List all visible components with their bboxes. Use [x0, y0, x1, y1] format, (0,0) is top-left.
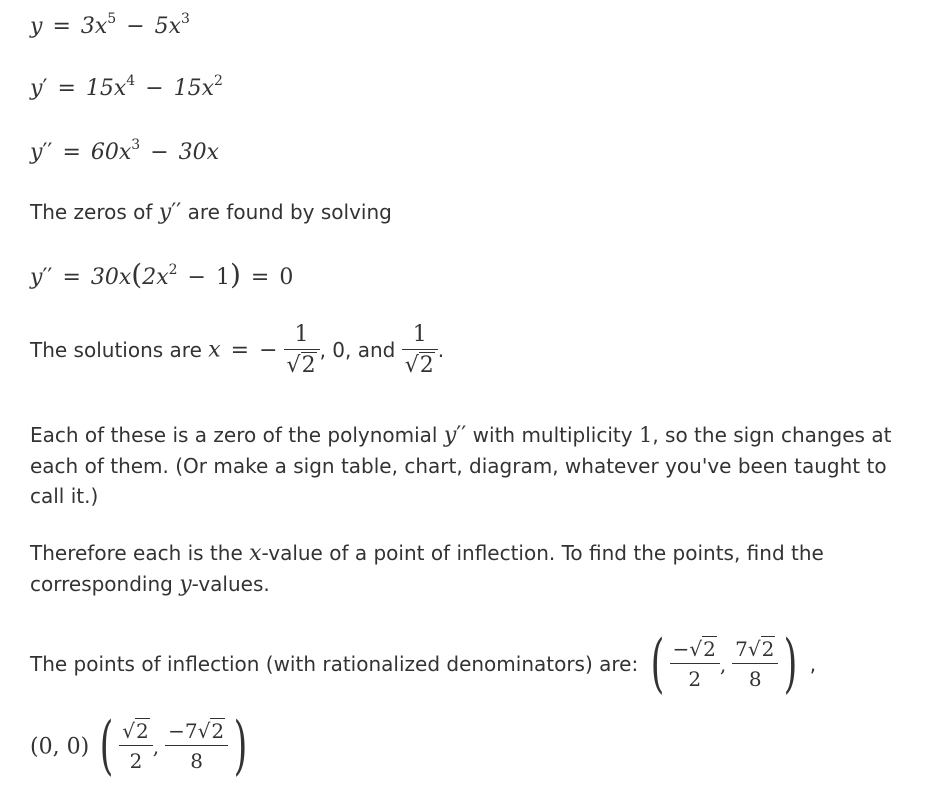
point-1: ( $\frac{-√2}{2}$ , $\frac{7√2}{8}$ ) [650, 627, 798, 701]
points-line: The points of inflection (with rationalized denominators) are: ( $\frac{-√2}{2}$ , $\frac{7√2}{8}$ ) , [30, 627, 817, 701]
exponent: 4 [126, 73, 136, 89]
var-y: y [30, 140, 43, 165]
fraction-neg-one-over-root2: $\frac{1}{√2}$ [284, 322, 320, 378]
exponent: 3 [131, 137, 141, 153]
term: 15x [85, 76, 127, 101]
prime: ′ [42, 76, 48, 101]
equation-y-prime [30, 73, 223, 101]
var-y: y [30, 265, 43, 290]
exponent: 2 [214, 73, 223, 89]
exponent: 5 [107, 11, 117, 27]
var-y: y [30, 14, 43, 39]
minus: − [126, 14, 145, 39]
equals: = [52, 14, 71, 39]
equation-y [30, 11, 190, 39]
equation-factored: $y'' = 30x(2x^2 - 1) = 0$ [30, 258, 294, 291]
point-3: ( $\frac{√2}{2}$ , $\frac{-7√2}{8}$ ) [99, 709, 248, 783]
term: 3x [80, 14, 108, 39]
points-label: The points of inflection (with rationalized denominators) are: [30, 652, 639, 676]
term: 30x [178, 140, 220, 165]
multiplicity-paragraph: Each of these is a zero of the polynomial y′′ with multiplicity 1, so the sign changes at each of them. (Or make a sign table, chart, diagram, whatever you've been taught to call it.) [30, 423, 892, 508]
equation-y-double-prime [30, 137, 220, 165]
term: 15x [173, 76, 215, 101]
var-y: y [30, 76, 43, 101]
point-origin: (0, 0) [30, 734, 90, 760]
equals: = [57, 76, 76, 101]
term: 5x [154, 14, 182, 39]
points-line-2 [30, 709, 253, 783]
prime: ′′ [42, 140, 53, 165]
minus: − [145, 76, 164, 101]
minus: − [150, 140, 169, 165]
equals: = [62, 140, 81, 165]
inflection-paragraph: Therefore each is the x-value of a point of inflection. To find the points, find the corresponding y-values. [30, 541, 824, 597]
solutions-line: The solutions are x = − $\frac{1}{√2}$ , 0, and $\frac{1}{√2}$ . [30, 322, 445, 378]
var-y: y [158, 200, 172, 225]
exponent: 3 [181, 11, 190, 27]
fraction-one-over-root2: $\frac{1}{√2}$ [402, 322, 438, 378]
term: 60x [90, 140, 132, 165]
zeros-intro-text: The zeros of y′′ are found by solving [30, 200, 392, 225]
